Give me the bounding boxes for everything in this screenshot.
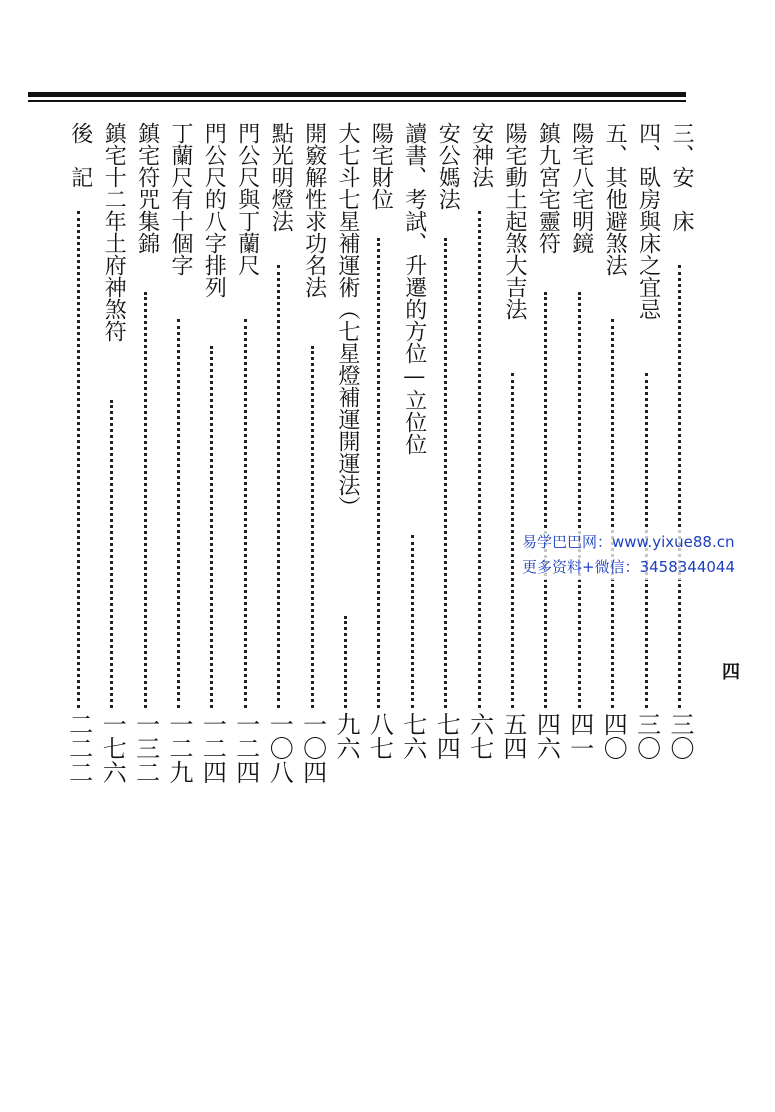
toc-entry (231, 122, 261, 822)
toc-entry-page-number: 一〇四 (298, 712, 327, 784)
toc-dot-leader (210, 346, 216, 708)
toc-entry-page-number: 八七 (365, 712, 394, 760)
toc-entry (298, 122, 328, 822)
toc-entry-page-number: 四六 (532, 712, 561, 760)
toc-dot-leader (478, 211, 484, 708)
toc-entry-page-number: 四〇 (599, 712, 628, 760)
toc-dot-leader (110, 400, 116, 708)
toc-entry-title: 安公媽法 (435, 122, 461, 210)
toc-entry (197, 122, 227, 822)
toc-entry-title: 門公尺與丁蘭尺 (234, 122, 260, 276)
toc-entry (498, 122, 528, 822)
toc-entry-page-number: 一二四 (231, 712, 260, 784)
toc-entry-page-number: 一七六 (98, 712, 127, 784)
toc-entry-page-number: 五四 (499, 712, 527, 760)
toc-dot-leader (277, 265, 283, 708)
toc-entry-page-number: 六七 (465, 712, 494, 760)
toc-entry (97, 122, 127, 822)
header-rule-thin (28, 100, 686, 102)
toc-entry (465, 122, 495, 822)
toc-entry (164, 122, 194, 822)
toc-entry (665, 122, 695, 822)
toc-entry-title: 鎮宅符咒集錦 (134, 122, 160, 254)
toc-entry (131, 122, 161, 822)
toc-entry-title: 鎮九宮宅靈符 (535, 122, 561, 254)
toc-entry-title: 陽宅八宅明鏡 (568, 122, 594, 254)
toc-entry-title: 大七斗七星補運術（七星燈補運開運法） (335, 122, 360, 518)
toc-dot-leader (244, 319, 250, 708)
toc-dot-leader (544, 292, 550, 708)
toc-entry-page-number: 七四 (432, 712, 461, 760)
toc-dot-leader (377, 238, 383, 708)
toc-entry-title: 丁蘭尺有十個字 (168, 122, 193, 276)
toc-entry-page-number: 一二九 (165, 712, 193, 784)
watermark-line-2: 更多资料+微信：3458344044 (522, 558, 736, 576)
toc-dot-leader (344, 616, 350, 708)
toc-entry-title: 後 記 (67, 122, 93, 188)
toc-entry-page-number: 一〇八 (265, 712, 294, 784)
toc-dot-leader (444, 238, 450, 708)
toc-entry-title: 五、其他避煞法 (602, 122, 628, 276)
toc-entry-title: 開竅解性求功名法 (301, 122, 327, 298)
toc-entry-title: 三、安 床 (669, 122, 694, 232)
toc-entry (331, 122, 361, 822)
toc-entry-title: 門公尺的八字排列 (201, 122, 227, 298)
toc-entry (364, 122, 394, 822)
toc-entry (264, 122, 294, 822)
toc-entry (598, 122, 628, 822)
toc-entry-page-number: 一二四 (198, 712, 227, 784)
toc-dot-leader (77, 211, 83, 708)
watermark (516, 530, 770, 580)
toc-dot-leader (177, 319, 183, 708)
toc-dot-leader (678, 265, 684, 708)
watermark-line-1: 易学巴巴网：www.yixue88.cn (522, 533, 735, 551)
toc-entry-title: 鎮宅十二年土府神煞符 (101, 122, 127, 342)
toc-entry-page-number: 一三二 (131, 712, 160, 784)
toc-entry-title: 陽宅動土起煞大吉法 (502, 122, 527, 320)
header-rule-thick (28, 92, 686, 97)
toc-dot-leader (311, 346, 317, 708)
toc-entry-title: 讀書、考試、升遷的方位—立位位 (401, 122, 427, 455)
toc-entry (531, 122, 561, 822)
toc-entry-title: 陽宅財位 (368, 122, 394, 210)
toc-dot-leader (411, 535, 417, 708)
toc-entry (565, 122, 595, 822)
toc-dot-leader (611, 319, 617, 708)
toc-entry-page-number: 三〇 (666, 712, 694, 760)
toc-entry-page-number: 二二二 (64, 712, 93, 784)
toc-entry (398, 122, 428, 822)
toc-entry-page-number: 四一 (565, 712, 594, 760)
toc-entry (64, 122, 94, 822)
toc-entry-page-number: 三〇 (632, 712, 661, 760)
toc-entry-title: 四、臥房與床之宜忌 (635, 122, 661, 320)
toc-dot-leader (144, 292, 150, 708)
toc-dot-leader (578, 292, 584, 708)
toc-entry-page-number: 九六 (332, 712, 360, 760)
toc-entry (431, 122, 461, 822)
toc-entry (632, 122, 662, 822)
page-folio: 四 (722, 662, 740, 683)
toc-entry-page-number: 七六 (398, 712, 427, 760)
toc-entry-title: 安神法 (468, 122, 494, 188)
toc-entry-title: 點光明燈法 (268, 122, 294, 232)
